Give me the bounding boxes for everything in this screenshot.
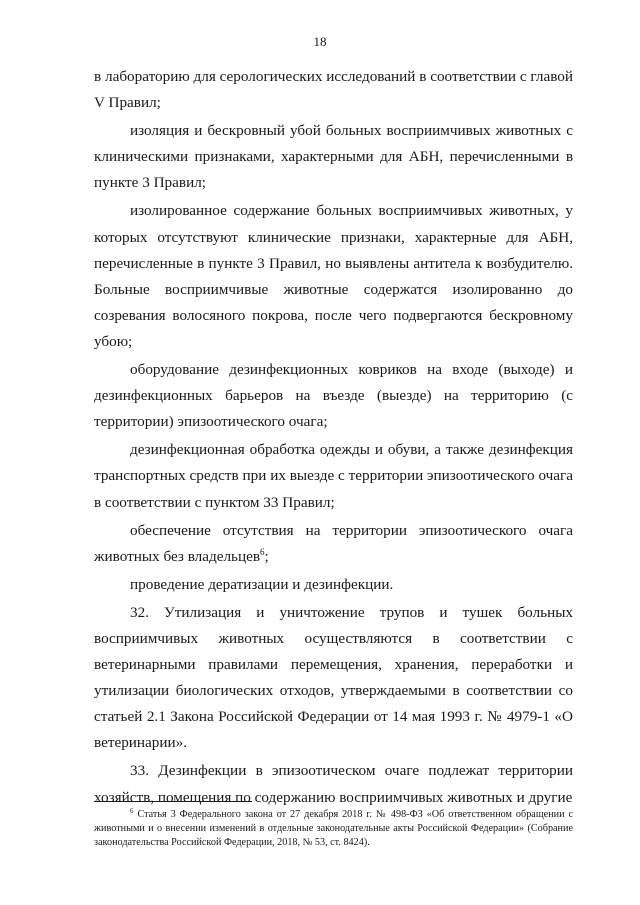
paragraph-4: оборудование дезинфекционных ковриков на входе (выходе) и дезинфекционных барьеров на въезде (выезде) на территорию (с территории) эпизоотического очага; — [94, 361, 573, 431]
paragraph-6-text: обеспечение отсутствия на территории эпизоотического очага животных без владельцев — [94, 521, 573, 565]
paragraph-3: изолированное содержание больных восприимчивых животных, у которых отсутствуют клинические признаки, характерные для АБН, перечисленные в пункте 3 Правил, но выявлены антитела к возбудителю. Больные восприимчивые животные содержатся изолированно до созревания волосяного покрова, после чего подвергаются бескровному убою; — [94, 202, 573, 350]
paragraph-2: изоляция и бескровный убой больных восприимчивых животных с клиническими признаками, характерными для АБН, перечисленными в пункте 3 Правил; — [94, 122, 573, 192]
paragraph-5: дезинфекционная обработка одежды и обуви, а также дезинфекция транспортных средств при их выезде с территории эпизоотического очага в соответствии с пунктом 33 Правил; — [94, 441, 573, 511]
paragraph-1: в лабораторию для серологических исследований в соответствии с главой V Правил; — [94, 68, 573, 112]
footnote-text: Статья 3 Федерального закона от 27 декабря 2018 г. № 498-ФЗ «Об ответственном обращении с животными и о внесении изменений в отдельные законодательные акты Российской Федерации» (Собрание законодательства Российской Федерации, 2018, № 53, ст. 8424). — [94, 809, 573, 848]
page-number: 18 — [313, 34, 327, 49]
footnote — [94, 808, 573, 850]
footnote-line — [94, 808, 573, 850]
paragraph-6-suffix: ; — [264, 547, 269, 565]
footnote-reference: 6 — [260, 546, 265, 557]
paragraph-6 — [94, 518, 573, 570]
paragraph-7: проведение дератизации и дезинфекции. — [130, 575, 394, 593]
paragraph-9: 33. Дезинфекции в эпизоотическом очаге подлежат территории хозяйств, помещения по содержанию восприимчивых животных и другие — [94, 762, 573, 806]
footnote-mark: 6 — [130, 807, 134, 815]
footnote-divider — [94, 801, 252, 802]
paragraph-8: 32. Утилизация и уничтожение трупов и тушек больных восприимчивых животных осуществляются в соответствии с ветеринарными правилами перемещения, хранения, переработки и утилизации биологических отходов, утверждаемыми в соответствии со статьей 2.1 Закона Российской Федерации от 14 мая 1993 г. № 4979-1 «О ветеринарии». — [94, 603, 573, 752]
document-body — [94, 64, 573, 811]
